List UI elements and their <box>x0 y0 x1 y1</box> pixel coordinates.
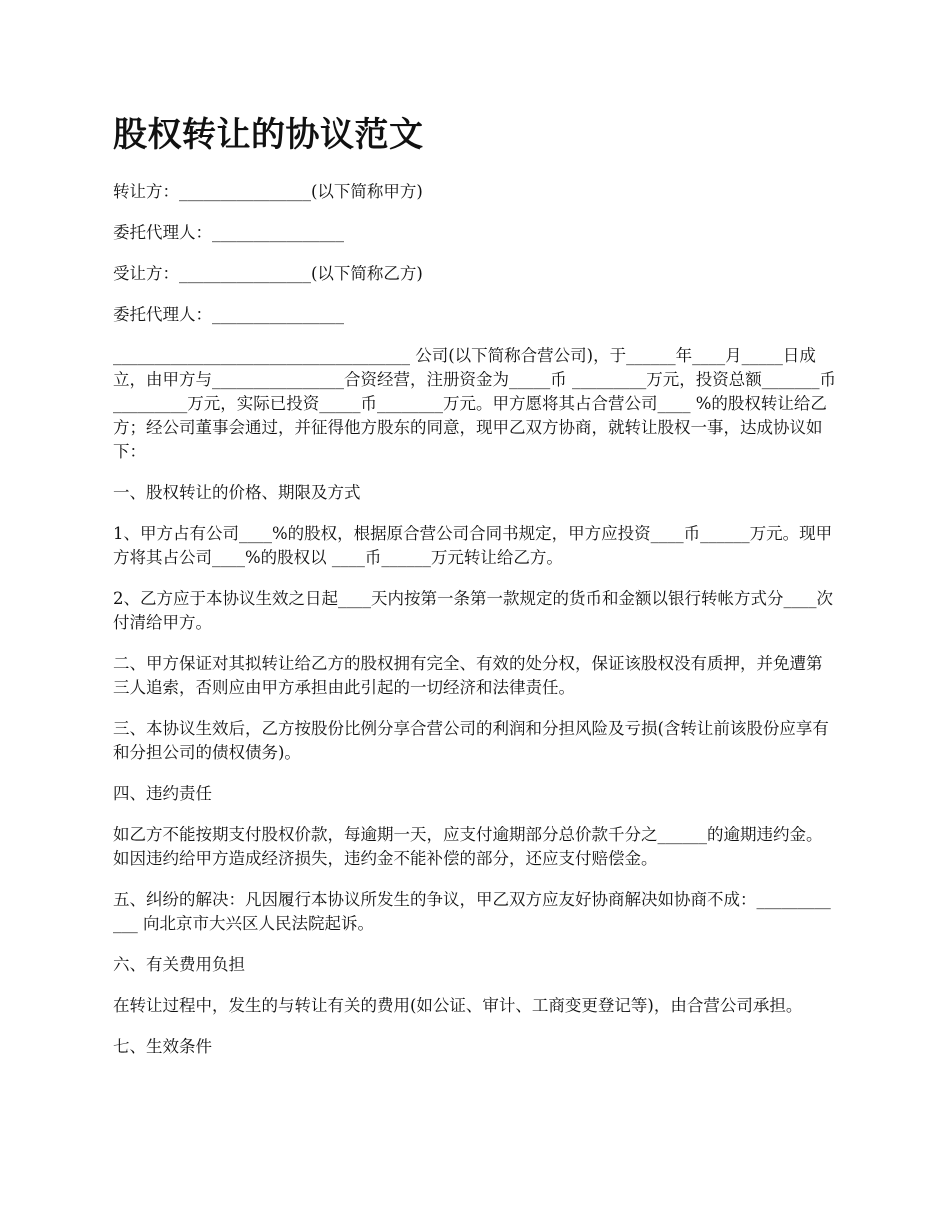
section-warranty: 二、甲方保证对其拟转让给乙方的股权拥有完全、有效的处分权，保证该股权没有质押，并免遭第三人追索，否则应由甲方承担由此引起的一切经济和法律责任。 <box>113 654 823 697</box>
section-heading-price: 一、股权转让的价格、期限及方式 <box>113 483 361 502</box>
transferee-agent-line: 委托代理人：________________ <box>113 305 344 324</box>
fees-paragraph: 在转让过程中，发生的与转让有关的费用(如公证、审计、工商变更登记等)，由合营公司承担。 <box>113 996 803 1015</box>
document-title: 股权转让的协议范文 <box>113 115 424 155</box>
section-heading-liability: 四、违约责任 <box>113 784 212 803</box>
clause-1: 1、甲方占有公司____%的股权，根据原合营公司合同书规定，甲方应投资____币______万元。现甲方将其占公司____%的股权以 ____币______万元转让给乙方。 <box>113 524 833 567</box>
clause-2: 2、乙方应于本协议生效之日起____天内按第一条第一款规定的货币和金额以银行转帐方式分____次付清给甲方。 <box>113 589 833 632</box>
transferor-line: 转让方：________________(以下简称甲方) <box>113 182 423 201</box>
preamble-paragraph: ____________________________________ 公司(以下简称合营公司)，于______年____月_____日成立，由甲方与________________合资经营，注册资金为_____币 _________万元，投资总额_______币_________万元，实际已投资_____币________万元。甲方愿将其占合营公司____ %的股权转让给乙方；经公司董事会通过，并征得他方股东的同意，现甲乙双方协商，就转让股权一事，达成协议如下： <box>113 346 836 461</box>
liability-paragraph: 如乙方不能按期支付股权价款，每逾期一天，应支付逾期部分总价款千分之______的逾期违约金。如因违约给甲方造成经济损失，违约金不能补偿的部分，还应支付赔偿金。 <box>113 825 823 868</box>
section-dispute: 五、纠纷的解决：凡因履行本协议所发生的争议，甲乙双方应友好协商解决如协商不成：____________ 向北京市大兴区人民法院起诉。 <box>113 890 831 933</box>
section-heading-fees: 六、有关费用负担 <box>113 955 245 974</box>
transferor-agent-line: 委托代理人：________________ <box>113 223 344 242</box>
section-heading-effectiveness: 七、生效条件 <box>113 1037 212 1056</box>
section-profit-sharing: 三、本协议生效后，乙方按股份比例分享合营公司的利润和分担风险及亏损(含转让前该股份应享有和分担公司的债权债务)。 <box>113 719 829 762</box>
transferee-line: 受让方：________________(以下简称乙方) <box>113 264 423 283</box>
